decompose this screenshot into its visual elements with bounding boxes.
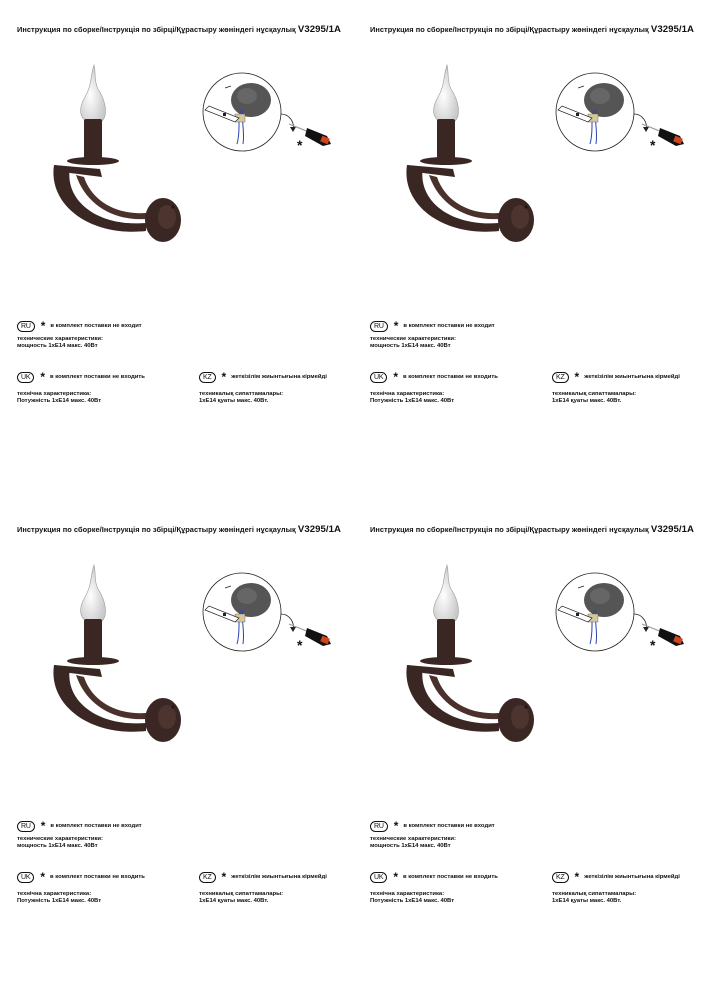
mounting-diagram: [197, 570, 337, 660]
kz-spec-value: 1хЕ14 қуаты макс. 40Вт.: [199, 898, 269, 904]
kz-spec-value: 1хЕ14 қуаты макс. 40Вт.: [199, 398, 269, 404]
diagram-star: *: [650, 637, 656, 653]
uk-spec-title: технічна характеристика:: [17, 391, 92, 397]
uk-spec-title: технічна характеристика:: [370, 391, 445, 397]
ru-note: RU * в комплект поставки не входит: [17, 821, 142, 832]
uk-spec-title: технічна характеристика:: [370, 891, 445, 897]
panel-title: Инструкция по сборке/Інструкція по збірці/Құрастыру жөніндегі нұсқаулық V3295/1A: [17, 524, 341, 535]
panel-title: Инструкция по сборке/Інструкція по збірці/Құрастыру жөніндегі нұсқаулық V3295/1A: [370, 24, 694, 35]
kz-spec-title: техникалық сипаттамалары:: [199, 891, 284, 897]
instruction-panel-1: [0, 0, 353, 500]
kz-spec-title: техникалық сипаттамалары:: [552, 891, 637, 897]
uk-spec-value: Потужність 1хЕ14 макс. 40Вт: [17, 398, 102, 404]
drip-tray: [420, 157, 472, 165]
wall-sconce-illustration: [393, 55, 553, 255]
ru-spec-value: мощность 1хЕ14 макс. 40Вт: [17, 343, 98, 349]
ru-spec-value: мощность 1хЕ14 макс. 40Вт: [17, 843, 98, 849]
instruction-panel-3: [0, 500, 353, 1000]
wall-sconce-illustration: [40, 555, 200, 755]
instruction-panel-4: [353, 500, 706, 1000]
ru-spec-title: технические характеристики:: [17, 836, 103, 842]
instruction-panel-2: [353, 0, 706, 500]
uk-spec-value: Потужність 1хЕ14 макс. 40Вт: [370, 898, 455, 904]
candle-holder: [84, 119, 102, 161]
drip-tray: [420, 657, 472, 665]
drip-tray: [67, 657, 119, 665]
candle-holder: [84, 619, 102, 661]
candle-holder: [437, 119, 455, 161]
kz-note: KZ * жеткізілім жиынтығына кірмейді: [199, 872, 327, 883]
ru-spec-title: технические характеристики:: [370, 336, 456, 342]
ru-spec-value: мощность 1хЕ14 макс. 40Вт: [370, 843, 451, 849]
uk-spec-value: Потужність 1хЕ14 макс. 40Вт: [17, 898, 102, 904]
mounting-diagram: [197, 70, 337, 160]
kz-spec-value: 1хЕ14 қуаты макс. 40Вт.: [552, 898, 622, 904]
uk-note: UK * в комплект поставки не входить: [370, 872, 498, 883]
ru-note: RU * в комплект поставки не входит: [370, 821, 495, 832]
panel-title: Инструкция по сборке/Інструкція по збірці/Құрастыру жөніндегі нұсқаулық V3295/1A: [370, 524, 694, 535]
panel-title: Инструкция по сборке/Інструкція по збірці/Құрастыру жөніндегі нұсқаулық V3295/1A: [17, 24, 341, 35]
ru-spec-title: технические характеристики:: [17, 336, 103, 342]
kz-spec-title: техникалық сипаттамалары:: [552, 391, 637, 397]
ru-note: RU * в комплект поставки не входит: [370, 321, 495, 332]
diagram-star: *: [650, 137, 656, 153]
uk-note: UK * в комплект поставки не входить: [17, 872, 145, 883]
kz-note: KZ * жеткізілім жиынтығына кірмейді: [552, 872, 680, 883]
wall-sconce-illustration: [40, 55, 200, 255]
bulb-flame: [434, 565, 459, 621]
drip-tray: [67, 157, 119, 165]
kz-note: KZ * жеткізілім жиынтығына кірмейді: [552, 372, 680, 383]
mounting-diagram: [550, 70, 690, 160]
wall-sconce-illustration: [393, 555, 553, 755]
diagram-star: *: [297, 137, 303, 153]
candle-holder: [437, 619, 455, 661]
diagram-star: *: [297, 637, 303, 653]
bulb-flame: [81, 565, 106, 621]
bulb-flame: [434, 65, 459, 121]
kz-note: KZ * жеткізілім жиынтығына кірмейді: [199, 372, 327, 383]
uk-spec-title: технічна характеристика:: [17, 891, 92, 897]
ru-spec-value: мощность 1хЕ14 макс. 40Вт: [370, 343, 451, 349]
ru-note: RU * в комплект поставки не входит: [17, 321, 142, 332]
mounting-diagram: [550, 570, 690, 660]
kz-spec-title: техникалық сипаттамалары:: [199, 391, 284, 397]
bulb-flame: [81, 65, 106, 121]
ru-spec-title: технические характеристики:: [370, 836, 456, 842]
uk-note: UK * в комплект поставки не входить: [370, 372, 498, 383]
uk-note: UK * в комплект поставки не входить: [17, 372, 145, 383]
kz-spec-value: 1хЕ14 қуаты макс. 40Вт.: [552, 398, 622, 404]
uk-spec-value: Потужність 1хЕ14 макс. 40Вт: [370, 398, 455, 404]
